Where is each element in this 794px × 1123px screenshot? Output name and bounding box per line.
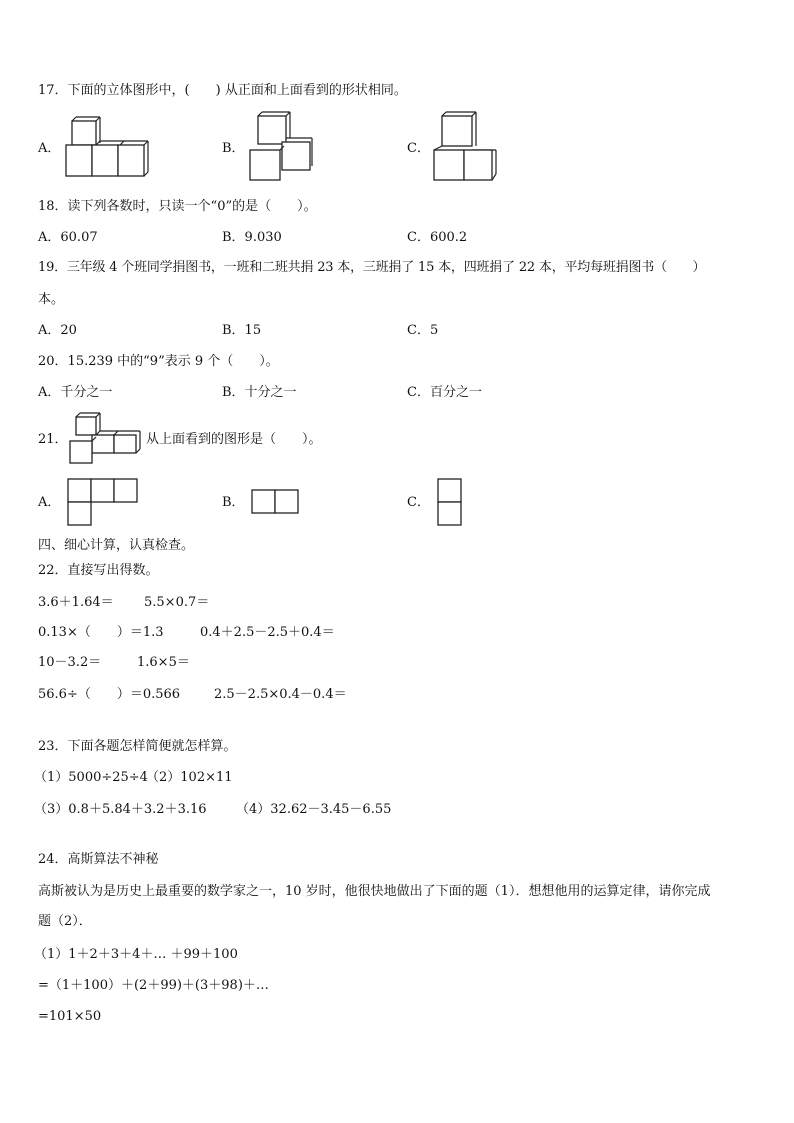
q18-option-c: C．600.2 [407,230,468,245]
q17-option-b-figure [246,110,318,182]
q24-work-line-1: （1）1＋2＋3＋4＋… ＋99＋100 [34,947,238,962]
q23-item-2: （2）102×11 [146,770,233,785]
q21-option-b-figure [250,488,302,516]
q20-option-a: A．千分之一 [38,385,113,400]
q18-option-b: B．9.030 [222,230,282,245]
q22-item-3: 0.13×（ ）＝1.3 [38,625,164,640]
q18-stem: 18．读下列各数时，只读一个“0”的是（ ）。 [38,199,317,214]
q23-title: 23．下面各题怎样简便就怎样算。 [38,739,237,754]
q22-item-2: 5.5×0.7＝ [144,595,210,610]
q24-title: 24．高斯算法不神秘 [38,852,159,867]
q21-option-b-label: B． [222,495,245,510]
q21-number: 21． [38,432,68,447]
q22-item-5: 10－3.2＝ [38,655,102,670]
q17-option-c-figure [432,112,498,184]
q21-option-c-label: C． [407,495,430,510]
q19-stem: 19．三年级 4 个班同学捐图书，一班和二班共捐 23 本，三班捐了 15 本，四班捐了 22 本，平均每班捐图书（ ） [38,260,706,275]
q24-paragraph-line-1: 高斯被认为是历史上最重要的数学家之一，10 岁时，他很快地做出了下面的题（1）．想想他用的运算定律，请你完成 [38,884,711,899]
q19-option-b: B．15 [222,323,262,338]
section-four-heading: 四、细心计算，认真检查。 [38,538,195,553]
q17-option-b-label: B． [222,141,245,156]
q17-option-c-label: C． [407,141,430,156]
q24-work-line-2: =（1＋100）＋(2＋99)＋(3＋98)＋… [38,978,269,993]
q22-item-1: 3.6＋1.64＝ [38,595,114,610]
q22-item-7: 56.6÷（ ）＝0.566 [38,687,181,702]
q17-option-a-label: A． [38,141,61,156]
q22-item-4: 0.4＋2.5－2.5＋0.4＝ [200,625,335,640]
q23-item-4: （4）32.62－3.45－6.55 [236,802,392,817]
q22-item-8: 2.5－2.5×0.4－0.4＝ [214,687,347,702]
q24-paragraph-line-2: 题（2）． [38,914,92,929]
q21-option-a-figure [66,477,140,527]
q21-option-c-figure [436,477,464,529]
q17-stem: 17．下面的立体图形中，( ) 从正面和上面看到的形状相同。 [38,83,407,98]
q20-option-b: B．十分之一 [222,385,297,400]
q23-item-3: （3）0.8＋5.84＋3.2＋3.16 [34,802,207,817]
q18-option-a: A．60.07 [38,230,98,245]
q23-item-1: （1）5000÷25÷4 [34,770,148,785]
q20-option-c: C．百分之一 [407,385,482,400]
q22-item-6: 1.6×5＝ [137,655,190,670]
q24-work-line-3: =101×50 [38,1009,102,1024]
q17-option-a-figure [62,114,154,180]
q20-stem: 20．15.239 中的“9”表示 9 个（ ）。 [38,354,279,369]
q21-solid-figure [68,411,144,467]
q21-option-a-label: A． [38,495,61,510]
q21-stem: 从上面看到的图形是（ ）。 [146,432,322,447]
q19-option-a: A．20 [38,323,77,338]
q19-option-c: C．5 [407,323,439,338]
q19-stem-cont: 本。 [38,292,65,307]
q22-title: 22．直接写出得数。 [38,563,159,578]
